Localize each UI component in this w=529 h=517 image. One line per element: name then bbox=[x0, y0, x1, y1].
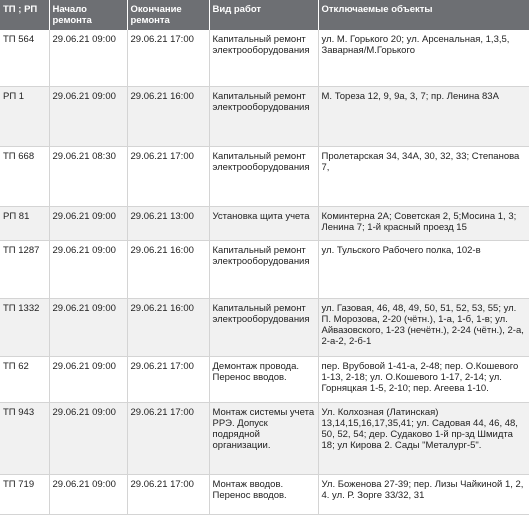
table-header-row bbox=[0, 0, 529, 30]
cell-work: Капитальный ремонт электрооборудования bbox=[209, 86, 318, 146]
cell-tp: ТП 62 bbox=[0, 356, 49, 402]
table-row bbox=[0, 240, 529, 298]
cell-work: Капитальный ремонт электрооборудования bbox=[209, 146, 318, 206]
cell-end: 29.06.21 17:00 bbox=[127, 356, 209, 402]
cell-tp: ТП 719 bbox=[0, 474, 49, 514]
table-row bbox=[0, 402, 529, 474]
table-row bbox=[0, 30, 529, 86]
cell-end: 29.06.21 16:00 bbox=[127, 298, 209, 356]
cell-objects: М. Тореза 12, 9, 9а, 3, 7; пр. Ленина 83А bbox=[318, 86, 529, 146]
cell-start: 29.06.21 09:00 bbox=[49, 240, 127, 298]
cell-objects: Ул. Колхозная (Латинская) 13,14,15,16,17,35,41; ул. Садовая 44, 46, 48, 50, 52, 54; дер. Судаково 1-й пр-зд Шмидта 18; ул Кирова 2. Сады "Металург-5". bbox=[318, 402, 529, 474]
cell-objects: пер. Врубовой 1-41-а, 2-48; пер. О.Кошевого 1-13, 2-18; ул. О.Кошевого 1-17, 2-14; ул. Горняцкая 1-5, 2-10; пер. Агеева 1-10. bbox=[318, 356, 529, 402]
cell-start: 29.06.21 09:00 bbox=[49, 474, 127, 514]
cell-tp: ТП 668 bbox=[0, 146, 49, 206]
cell-work: Капитальный ремонт электрооборудования bbox=[209, 30, 318, 86]
cell-tp: ТП 1287 bbox=[0, 240, 49, 298]
table-row bbox=[0, 146, 529, 206]
cell-work: Демонтаж провода. Перенос вводов. bbox=[209, 356, 318, 402]
cell-end: 29.06.21 17:00 bbox=[127, 30, 209, 86]
cell-start: 29.06.21 09:00 bbox=[49, 86, 127, 146]
cell-start: 29.06.21 09:00 bbox=[49, 206, 127, 240]
table-row bbox=[0, 86, 529, 146]
header-tp: ТП ; РП bbox=[0, 0, 49, 30]
cell-end: 29.06.21 13:00 bbox=[127, 206, 209, 240]
cell-end: 29.06.21 17:00 bbox=[127, 402, 209, 474]
cell-tp: РП 1 bbox=[0, 86, 49, 146]
cell-tp: ТП 564 bbox=[0, 30, 49, 86]
cell-end: 29.06.21 17:00 bbox=[127, 474, 209, 514]
cell-objects: Пролетарская 34, 34А, 30, 32, 33; Степанова 7, bbox=[318, 146, 529, 206]
cell-end: 29.06.21 16:00 bbox=[127, 86, 209, 146]
cell-start: 29.06.21 09:00 bbox=[49, 298, 127, 356]
cell-work: Монтаж системы учета РРЭ. Допуск подрядной организации. bbox=[209, 402, 318, 474]
cell-tp: ТП 1332 bbox=[0, 298, 49, 356]
table-row bbox=[0, 356, 529, 402]
cell-start: 29.06.21 08:30 bbox=[49, 146, 127, 206]
cell-objects: ул. М. Горького 20; ул. Арсенальная, 1,3,5, Заварная/М.Горького bbox=[318, 30, 529, 86]
header-start: Начало ремонта bbox=[49, 0, 127, 30]
cell-tp: ТП 943 bbox=[0, 402, 49, 474]
cell-objects: Ул. Боженова 27-39; пер. Лизы Чайкиной 1, 2, 4. ул. Р. Зорге 33/32, 31 bbox=[318, 474, 529, 514]
cell-work: Установка щита учета bbox=[209, 206, 318, 240]
table-row bbox=[0, 474, 529, 514]
cell-start: 29.06.21 09:00 bbox=[49, 30, 127, 86]
header-work: Вид работ bbox=[209, 0, 318, 30]
cell-tp: РП 81 bbox=[0, 206, 49, 240]
cell-objects: ул. Тульского Рабочего полка, 102-в bbox=[318, 240, 529, 298]
cell-work: Монтаж вводов. Перенос вводов. bbox=[209, 474, 318, 514]
cell-start: 29.06.21 09:00 bbox=[49, 402, 127, 474]
cell-start: 29.06.21 09:00 bbox=[49, 356, 127, 402]
cell-objects: Коминтерна 2А; Советская 2, 5;Мосина 1, 3; Ленина 7; 1-й красный проезд 15 bbox=[318, 206, 529, 240]
table-row bbox=[0, 298, 529, 356]
header-end: Окончание ремонта bbox=[127, 0, 209, 30]
cell-work: Капитальный ремонт электрооборудования bbox=[209, 240, 318, 298]
cell-work: Капитальный ремонт электрооборудования bbox=[209, 298, 318, 356]
cell-end: 29.06.21 16:00 bbox=[127, 240, 209, 298]
table-row bbox=[0, 206, 529, 240]
header-objects: Отключаемые объекты bbox=[318, 0, 529, 30]
cell-end: 29.06.21 17:00 bbox=[127, 146, 209, 206]
cell-objects: ул. Газовая, 46, 48, 49, 50, 51, 52, 53, 55; ул. П. Морозова, 2-20 (чётн.), 1-а, 1-б, 1-в; ул. Айвазовского, 1-23 (нечётн.), 2-24 (чётн.), 2-а, 2-а-2, 2-б-1 bbox=[318, 298, 529, 356]
